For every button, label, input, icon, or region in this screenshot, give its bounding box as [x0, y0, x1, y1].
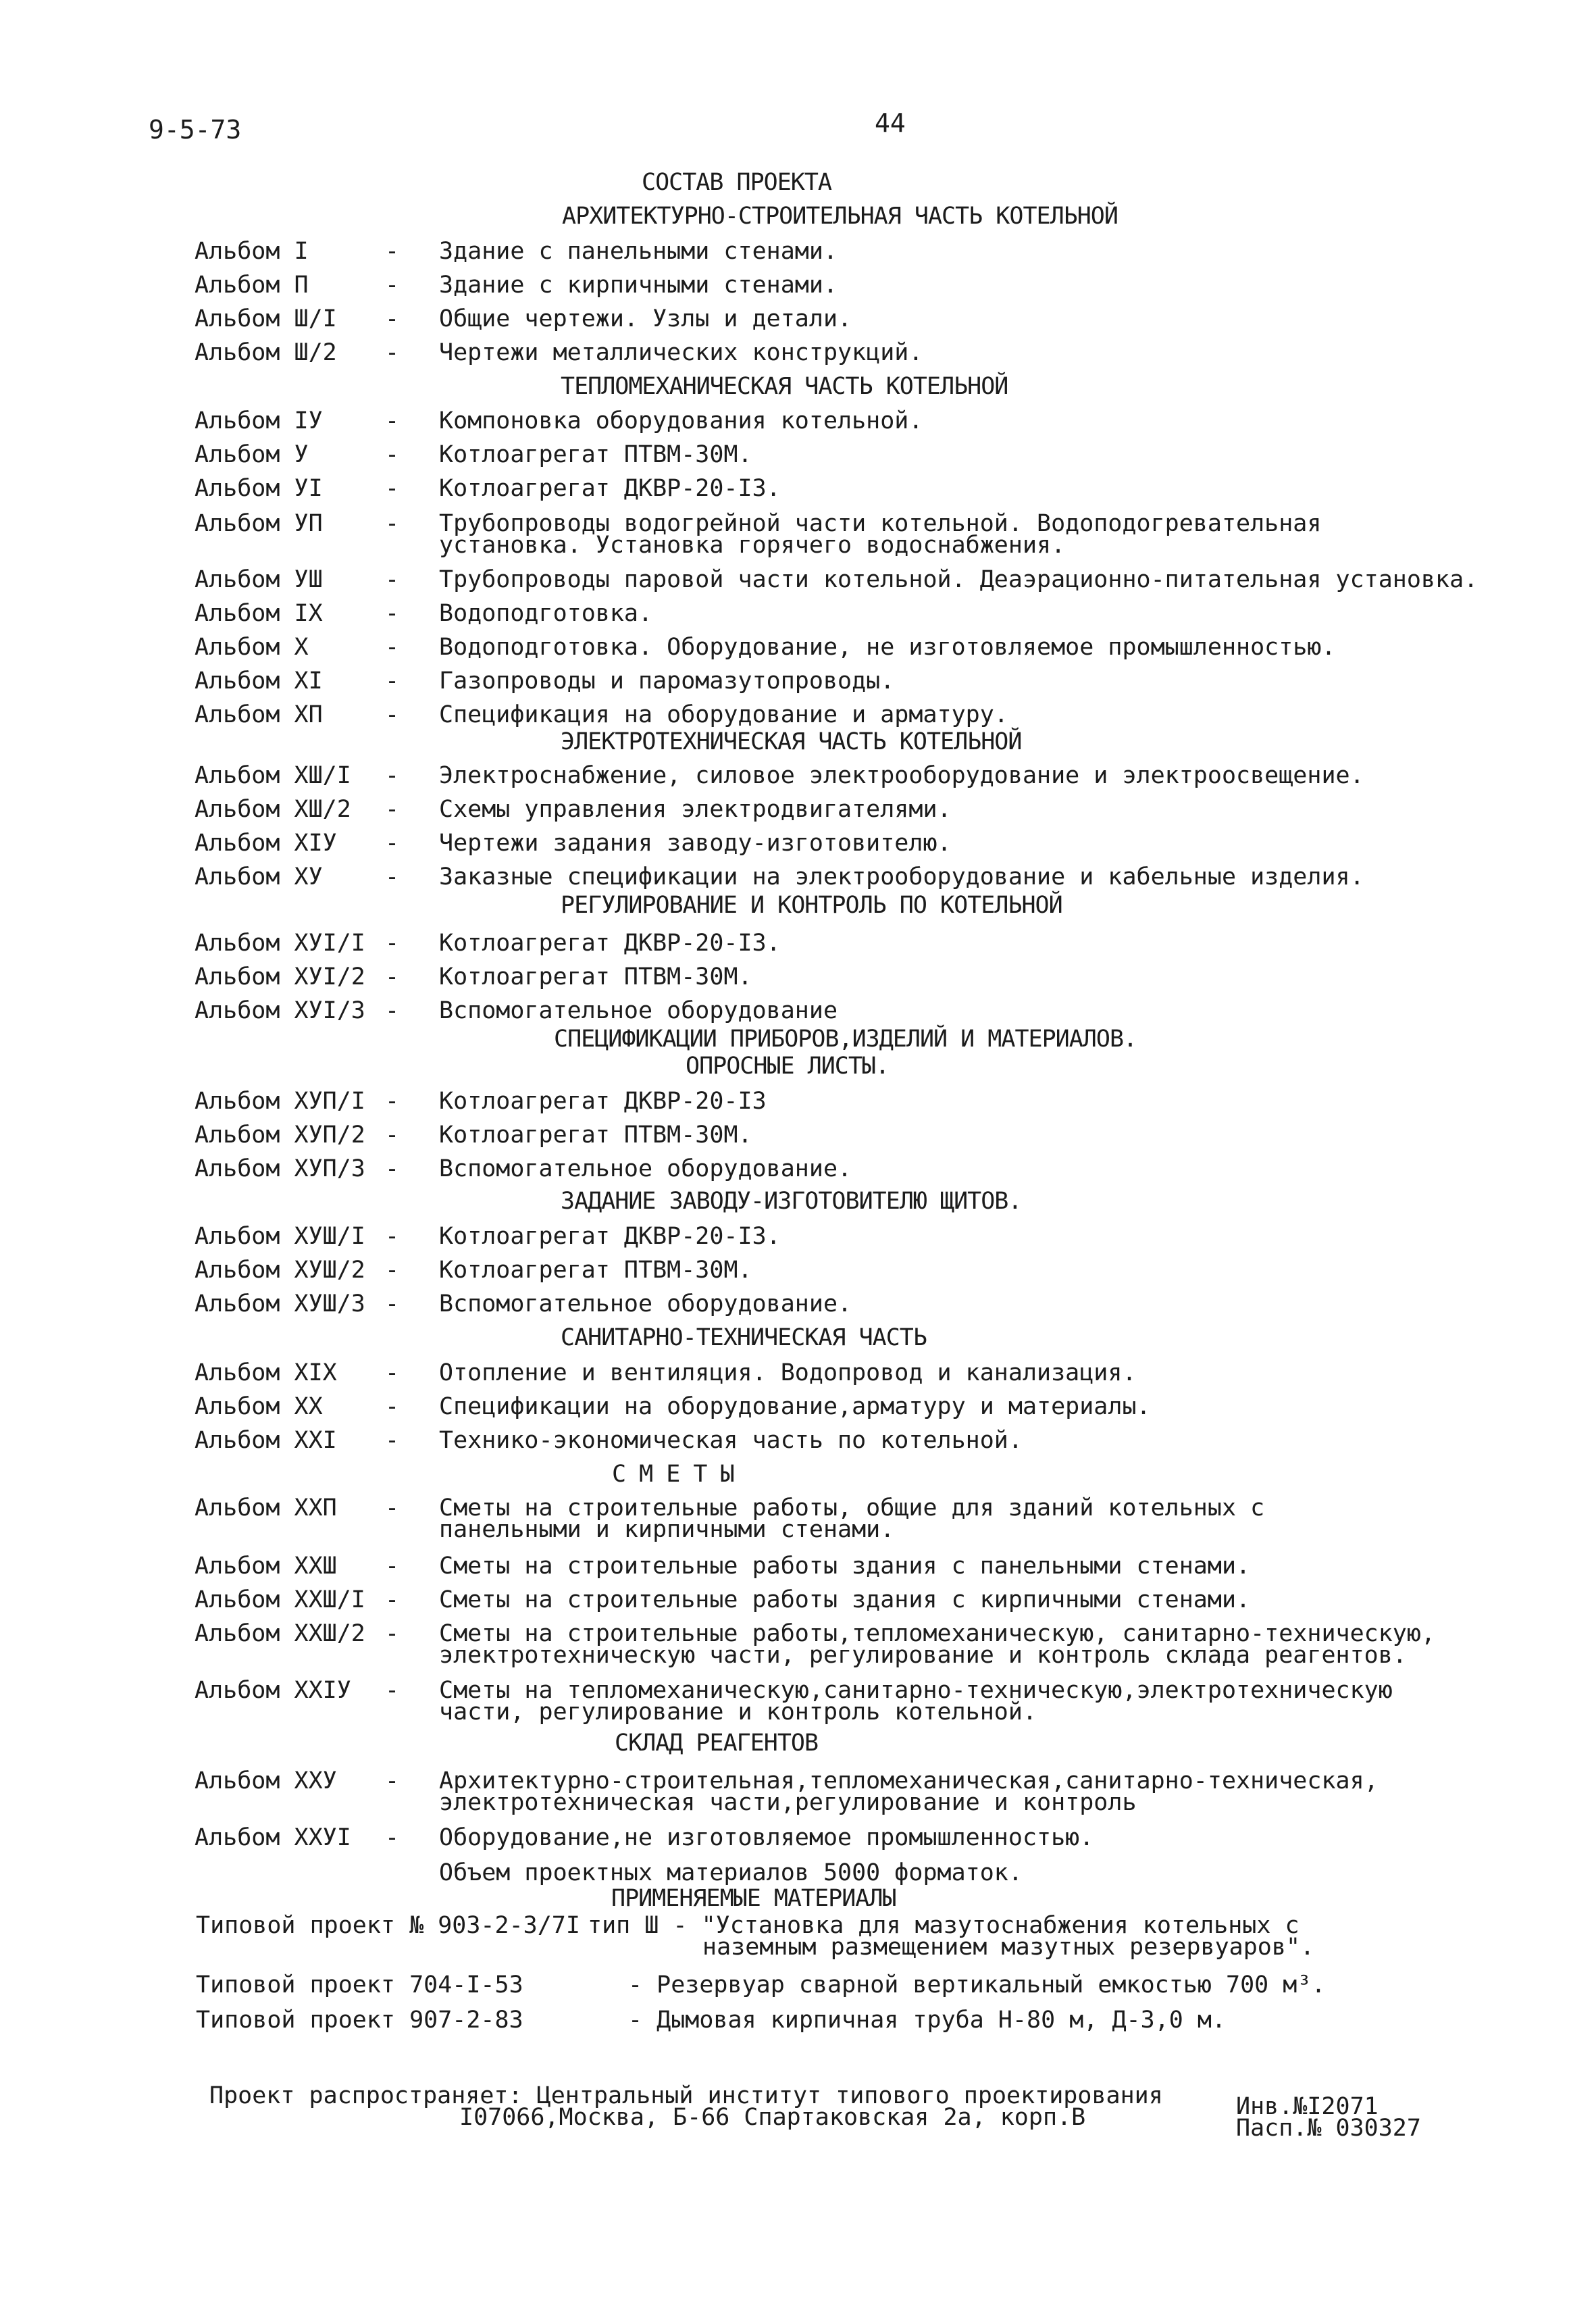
album-description: Сметы на строительные работы здания с кирпичными стенами. — [439, 1586, 1251, 1613]
document-code: 9-5-73 — [149, 115, 242, 145]
dash: - — [385, 1824, 400, 1851]
materials-project: Типовой проект 704-I-53 — [196, 1971, 523, 1998]
section-heading-thermomechanical: ТЕПЛОМЕХАНИЧЕСКАЯ ЧАСТЬ КОТЕЛЬНОЙ — [561, 373, 1008, 400]
album-description: Общие чертежи. Узлы и детали. — [439, 305, 852, 332]
album-description: Заказные спецификации на электрооборудование и кабельные изделия. — [439, 863, 1364, 890]
album-label: Альбом XУ — [195, 863, 323, 890]
album-description: Вспомогательное оборудование. — [439, 1290, 852, 1317]
album-description-cont: части, регулирование и контроль котельной. — [439, 1699, 1037, 1726]
album-label: Альбом XXУI — [195, 1824, 351, 1851]
album-label: Альбом IУ — [195, 407, 323, 434]
dash: - — [385, 441, 400, 468]
album-description: Вспомогательное оборудование. — [439, 1155, 852, 1182]
dash: - — [385, 997, 400, 1024]
album-description: Котлоагрегат ПТВМ-30М. — [439, 1257, 752, 1284]
album-label: Альбом XУШ/2 — [195, 1257, 365, 1284]
dash: - — [385, 238, 400, 265]
album-description: Сметы на строительные работы,тепломеханическую, санитарно-техническую, — [439, 1620, 1436, 1647]
album-description: Спецификация на оборудование и арматуру. — [439, 701, 1008, 728]
dash: - — [385, 1494, 400, 1521]
dash: - — [385, 634, 400, 661]
dash: - — [385, 566, 400, 593]
album-description-cont: электротехническую части, регулирование и контроль склада реагентов. — [439, 1642, 1407, 1669]
dash: - — [385, 339, 400, 366]
dash: - — [385, 1586, 400, 1613]
album-description: Котлоагрегат ДКВР-20-I3. — [439, 930, 781, 957]
album-label: Альбом XX — [195, 1393, 323, 1420]
album-label: Альбом I — [195, 238, 309, 265]
distributor-address: I07066,Москва, Б-66 Спартаковская 2а, корп.В — [459, 2104, 1086, 2131]
album-description: Трубопроводы паровой части котельной. Деаэрационно-питательная установка. — [439, 566, 1478, 593]
album-description: Сметы на строительные работы, общие для зданий котельных с — [439, 1494, 1265, 1521]
dash: - — [385, 796, 400, 823]
dash: - — [385, 1257, 400, 1284]
album-description: Котлоагрегат ПТВМ-30М. — [439, 1122, 752, 1149]
dash: - — [385, 510, 400, 537]
album-description: Сметы на строительные работы здания с панельными стенами. — [439, 1553, 1251, 1580]
album-label: Альбом XУП/3 — [195, 1155, 365, 1182]
album-description: Котлоагрегат ПТВМ-30М. — [439, 963, 752, 990]
album-label: Альбом XУI/I — [195, 930, 365, 957]
inventory-number: Инв.№I2071 — [1236, 2093, 1379, 2120]
album-description: Схемы управления электродвигателями. — [439, 796, 952, 823]
dash: - — [385, 701, 400, 728]
album-description: Чертежи металлических конструкций. — [439, 339, 923, 366]
album-description: Котлоагрегат ПТВМ-30М. — [439, 441, 752, 468]
album-description: Компоновка оборудования котельной. — [439, 407, 923, 434]
album-description: Здание с панельными стенами. — [439, 238, 838, 265]
album-label: Альбом XXШ/I — [195, 1586, 365, 1613]
album-label: Альбом XШ/I — [195, 762, 351, 789]
dash: - — [385, 1359, 400, 1386]
dash: - — [385, 1223, 400, 1250]
section-heading-panel-assignment: ЗАДАНИЕ ЗАВОДУ-ИЗГОТОВИТЕЛЮ ЩИТОВ. — [561, 1188, 1022, 1215]
dash: - — [385, 407, 400, 434]
dash: - — [385, 1290, 400, 1317]
album-label: Альбом X — [195, 634, 309, 661]
dash: - — [385, 830, 400, 857]
section-heading-specifications-sub: ОПРОСНЫЕ ЛИСТЫ. — [686, 1053, 890, 1080]
dash: - — [385, 1620, 400, 1647]
album-label: Альбом XУI/3 — [195, 997, 365, 1024]
section-heading-regulation: РЕГУЛИРОВАНИЕ И КОНТРОЛЬ ПО КОТЕЛЬНОЙ — [561, 892, 1062, 919]
album-label: Альбом У — [195, 441, 309, 468]
section-heading-sanitary: САНИТАРНО-ТЕХНИЧЕСКАЯ ЧАСТЬ — [561, 1324, 927, 1351]
page-title: СОСТАВ ПРОЕКТА — [642, 169, 832, 196]
album-description: Водоподготовка. — [439, 600, 653, 627]
dash: - — [385, 1122, 400, 1149]
album-label: Альбом XУП/2 — [195, 1122, 365, 1149]
dash: - — [385, 668, 400, 695]
album-description: Водоподготовка. Оборудование, не изготовляемое промышленностью. — [439, 634, 1336, 661]
dash: - — [385, 600, 400, 627]
album-label: Альбом XXП — [195, 1494, 337, 1521]
album-label: Альбом XXI — [195, 1427, 337, 1454]
dash: - — [385, 930, 400, 957]
album-label: Альбом XУI/2 — [195, 963, 365, 990]
album-description: Оборудование,не изготовляемое промышленностью. — [439, 1824, 1094, 1851]
section-heading-electrical: ЭЛЕКТРОТЕХНИЧЕСКАЯ ЧАСТЬ КОТЕЛЬНОЙ — [561, 728, 1022, 755]
album-description: Сметы на тепломеханическую,санитарно-техническую,электротехническую — [439, 1677, 1393, 1704]
dash: - — [385, 1088, 400, 1115]
album-label: Альбом XXУ — [195, 1767, 337, 1794]
materials-project: Типовой проект № 903-2-3/7I — [196, 1912, 580, 1939]
materials-text: - Дымовая кирпичная труба Н-80 м, Д-3,0 м. — [628, 2007, 1227, 2034]
album-label: Альбом П — [195, 272, 309, 299]
distributor-line: Проект распространяет: Центральный институт типового проектирования — [209, 2082, 1163, 2109]
album-label: Альбом УШ — [195, 566, 323, 593]
page-number: 44 — [875, 108, 906, 138]
dash: - — [385, 305, 400, 332]
album-description: Котлоагрегат ДКВР-20-I3. — [439, 1223, 781, 1250]
dash: - — [385, 963, 400, 990]
dash: - — [385, 1767, 400, 1794]
materials-heading: ПРИМЕНЯЕМЫЕ МАТЕРИАЛЫ — [611, 1885, 896, 1912]
album-description: Спецификации на оборудование,арматуру и материалы. — [439, 1393, 1151, 1420]
section-heading-reagent-warehouse: СКЛАД РЕАГЕНТОВ — [615, 1730, 819, 1757]
album-label: Альбом Ш/I — [195, 305, 337, 332]
album-label: Альбом IX — [195, 600, 323, 627]
album-description-cont: электротехническая части,регулирование и контроль — [439, 1789, 1137, 1816]
passport-number: Пасп.№ 030327 — [1236, 2115, 1421, 2142]
album-description: Здание с кирпичными стенами. — [439, 272, 838, 299]
album-label: Альбом УП — [195, 510, 323, 537]
dash: - — [385, 1427, 400, 1454]
album-label: Альбом УI — [195, 475, 323, 502]
album-label: Альбом XУП/I — [195, 1088, 365, 1115]
dash: - — [385, 762, 400, 789]
album-description: Газопроводы и паромазутопроводы. — [439, 668, 895, 695]
dash: - — [385, 475, 400, 502]
album-label: Альбом XШ/2 — [195, 796, 351, 823]
album-label: Альбом XXШ/2 — [195, 1620, 365, 1647]
dash: - — [385, 1677, 400, 1704]
album-label: Альбом XI — [195, 668, 323, 695]
album-description: Котлоагрегат ДКВР-20-I3. — [439, 475, 781, 502]
album-description: Вспомогательное оборудование — [439, 997, 838, 1024]
album-description: Котлоагрегат ДКВР-20-I3 — [439, 1088, 767, 1115]
dash: - — [385, 863, 400, 890]
dash: - — [385, 1553, 400, 1580]
album-description: Трубопроводы водогрейной части котельной. Водоподогревательная — [439, 510, 1322, 537]
section-heading-specifications: СПЕЦИФИКАЦИИ ПРИБОРОВ,ИЗДЕЛИЙ И МАТЕРИАЛОВ. — [554, 1026, 1137, 1053]
materials-text: тип Ш - "Установка для мазутоснабжения котельных с — [588, 1912, 1299, 1939]
album-description: Архитектурно-строительная,тепломеханическая,санитарно-техническая, — [439, 1767, 1379, 1794]
volume-note: Объем проектных материалов 5000 форматок. — [439, 1859, 1023, 1886]
section-heading-estimates: С М Е Т Ы — [612, 1461, 734, 1488]
dash: - — [385, 272, 400, 299]
album-label: Альбом XIX — [195, 1359, 337, 1386]
album-description: Электроснабжение, силовое электрооборудование и электроосвещение. — [439, 762, 1364, 789]
album-description: Отопление и вентиляция. Водопровод и канализация. — [439, 1359, 1137, 1386]
album-label: Альбом XIУ — [195, 830, 337, 857]
album-label: Альбом XУШ/3 — [195, 1290, 365, 1317]
dash: - — [385, 1155, 400, 1182]
album-label: Альбом XXIУ — [195, 1677, 351, 1704]
dash: - — [385, 1393, 400, 1420]
materials-text: - Резервуар сварной вертикальный емкостью 700 м³. — [628, 1971, 1326, 1998]
album-label: Альбом Ш/2 — [195, 339, 337, 366]
materials-text-cont: наземным размещением мазутных резервуаров". — [702, 1934, 1315, 1961]
section-heading-architectural: АРХИТЕКТУРНО-СТРОИТЕЛЬНАЯ ЧАСТЬ КОТЕЛЬНОЙ — [562, 203, 1118, 230]
album-label: Альбом XXШ — [195, 1553, 337, 1580]
album-description: Технико-экономическая часть по котельной. — [439, 1427, 1023, 1454]
materials-project: Типовой проект 907-2-83 — [196, 2007, 523, 2034]
album-label: Альбом XУШ/I — [195, 1223, 365, 1250]
album-label: Альбом XП — [195, 701, 323, 728]
album-description-cont: панельными и кирпичными стенами. — [439, 1516, 895, 1543]
album-description-cont: установка. Установка горячего водоснабжения. — [439, 532, 1066, 559]
album-description: Чертежи задания заводу-изготовителю. — [439, 830, 952, 857]
